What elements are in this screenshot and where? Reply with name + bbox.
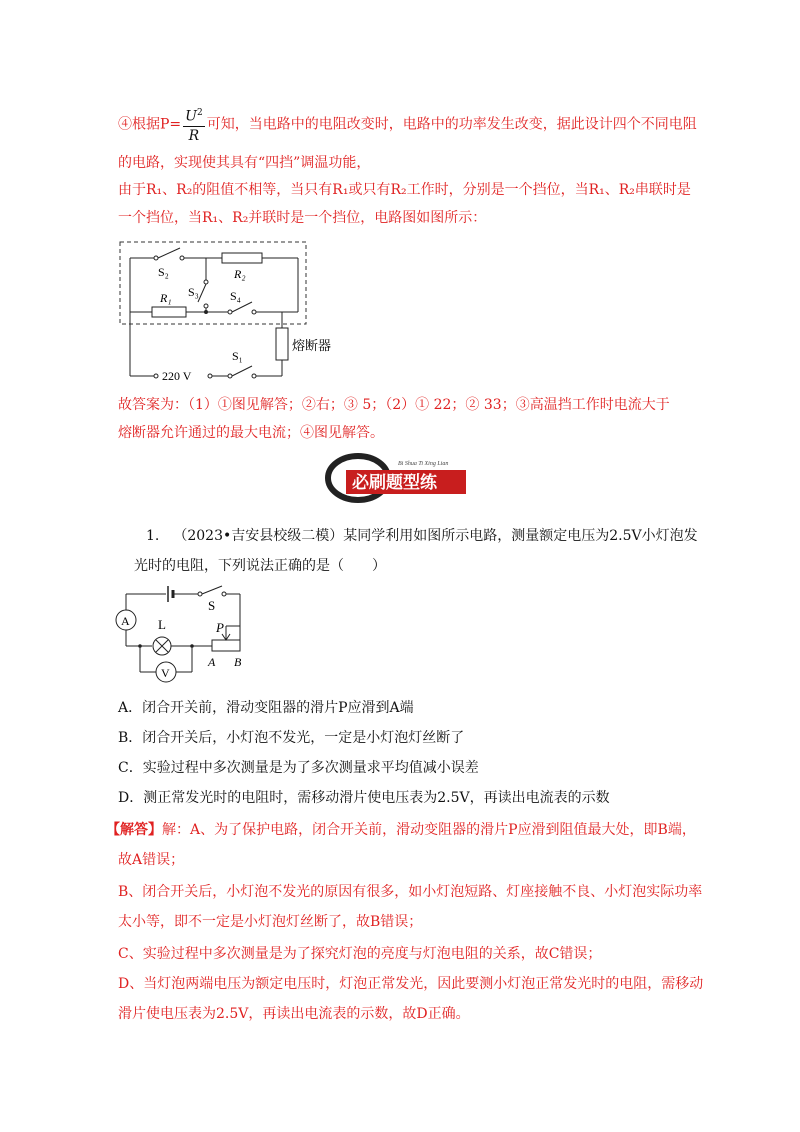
switch-s4 — [232, 302, 252, 312]
section-a-line3: 由于R₁、R₂的阻值不相等，当只有R₁或只有R₂工作时，分别是一个挡位，当R₁、R₂串联时是 — [118, 182, 691, 198]
label-ammeter: A — [121, 614, 130, 628]
item4-suffix: 可知，当电路中的电阻改变时，电路中的功率发生改变，据此设计四个不同电阻 — [206, 116, 697, 133]
solution-line4: 太小等，即不一定是小灯泡灯丝断了，故B错误； — [118, 914, 423, 930]
formula-numerator: $U^2$ — [183, 104, 205, 127]
label-s4: S₄ — [230, 289, 241, 303]
section-a-line2: 的电路，实现使其具有“四挡”调温功能， — [118, 155, 371, 171]
solution-line1 — [106, 820, 696, 840]
option-c: C．实验过程中多次测量是为了多次测量求平均值减小误差 — [118, 760, 479, 776]
option-a: A．闭合开关前，滑动变阻器的滑片P应滑到A端 — [118, 700, 414, 716]
resistor-r2 — [222, 253, 262, 263]
lamp-measurement-circuit — [112, 584, 272, 688]
label-r1: R₁ — [160, 291, 172, 305]
answer-line2: 熔断器允许通过的最大电流；④图见解答。 — [118, 425, 384, 441]
item4-prefix: ④根据P= — [118, 116, 182, 133]
label-p: P — [216, 620, 224, 635]
resistor-r1 — [152, 307, 186, 317]
question-stem: （2023•吉安县校级二模）某同学利用如图所示电路，测量额定电压为2.5V小灯泡发 — [173, 528, 698, 544]
switch-s3 — [198, 284, 206, 302]
option-d: D．测正常发光时的电阻时，需移动滑片使电压表为2.5V，再读出电流表的示数 — [118, 790, 610, 806]
solution-line7: 滑片使电压表为2.5V，再读出电流表的示数，故D正确。 — [118, 1006, 470, 1022]
label-s3: S₃ — [188, 285, 199, 299]
question-line1 — [146, 526, 698, 546]
badge-caption: Bi Shua Ti Xing Lian — [398, 461, 449, 467]
fuse — [276, 328, 288, 360]
switch-s — [202, 586, 222, 594]
label-end-a: A — [208, 655, 216, 669]
label-voltmeter: V — [161, 666, 170, 680]
badge-text: 必刷题型练 — [352, 473, 437, 492]
four-level-circuit-diagram — [118, 236, 358, 386]
rheostat — [212, 640, 240, 651]
question-line2: 光时的电阻，下列说法正确的是（ ） — [134, 558, 386, 574]
question-number: 1. — [146, 528, 160, 544]
solution-text1: 解：A、为了保护电路，闭合开关前，滑动变阻器的滑片P应滑到阻值最大处，即B端， — [162, 822, 696, 838]
label-lamp: L — [158, 617, 166, 632]
label-fuse: 熔断器 — [292, 338, 332, 353]
formula-denominator: R — [188, 127, 200, 144]
section-badge — [324, 452, 476, 504]
label-end-b: B — [234, 655, 242, 669]
label-s1: S₁ — [232, 349, 243, 363]
item4-line — [118, 104, 697, 145]
solution-line3: B、闭合开关后，小灯泡不发光的原因有很多，如小灯泡短路、灯座接触不良、小灯泡实际功率 — [118, 884, 703, 900]
label-s2: S₂ — [158, 265, 169, 279]
switch-s2 — [158, 248, 180, 258]
switch-s1 — [232, 366, 252, 376]
option-b: B．闭合开关后，小灯泡不发光，一定是小灯泡灯丝断了 — [118, 730, 465, 746]
section-a-line4: 一个挡位，当R₁、R₂并联时是一个挡位，电路图如图所示： — [118, 210, 487, 226]
solution-line5: C、实验过程中多次测量是为了探究灯泡的亮度与灯泡电阻的关系，故C错误； — [118, 946, 602, 962]
answer-line1: 故答案为：（1）①图见解答；②右；③ 5；（2）① 22；② 33；③高温挡工作时电流大于 — [118, 397, 670, 413]
power-formula-fraction — [183, 104, 205, 145]
solution-line2: 故A错误； — [118, 852, 185, 868]
label-s: S — [208, 598, 216, 613]
solution-line6: D、当灯泡两端电压为额定电压时，灯泡正常发光，因此要测小灯泡正常发光时的电阻，需移动 — [118, 976, 704, 992]
solution-tag: 【解答】 — [106, 822, 162, 838]
label-r2: R₂ — [234, 267, 246, 281]
label-220v: 220 V — [162, 369, 192, 383]
